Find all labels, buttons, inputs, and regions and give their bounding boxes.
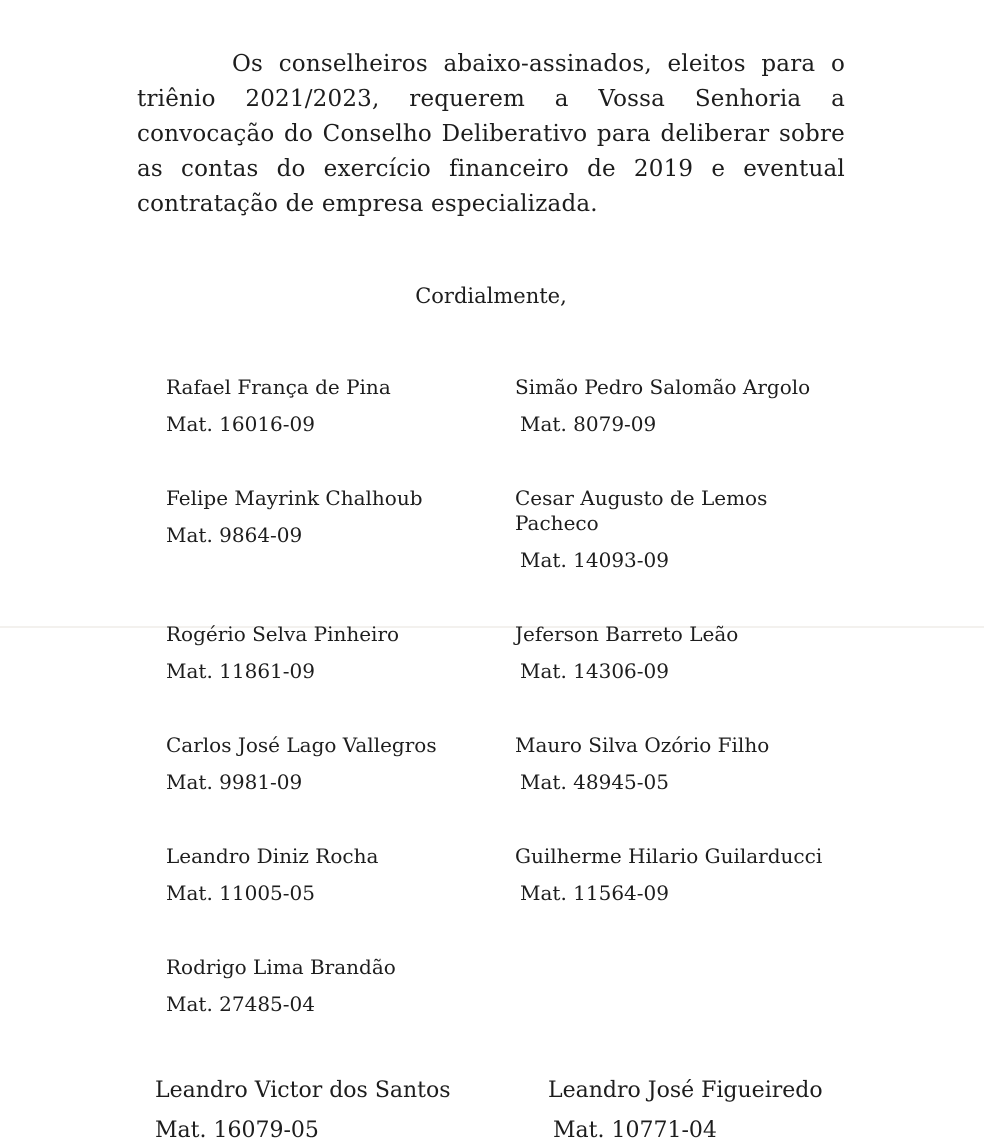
signatory-name: Mauro Silva Ozório Filho	[515, 733, 770, 757]
signature-row	[166, 733, 845, 795]
signature-block	[515, 622, 845, 684]
signatory-name: Rafael França de Pina	[166, 375, 391, 399]
signatory-matricula: Mat. 16079-05	[155, 1118, 319, 1143]
signatory-name: Jeferson Barreto Leão	[515, 622, 739, 646]
signature-row	[166, 375, 845, 437]
signatory-matricula: Mat. 11564-09	[520, 881, 669, 905]
signature-block	[515, 844, 845, 906]
signature-block	[166, 622, 515, 684]
signatory-matricula: Mat. 27485-04	[166, 992, 315, 1016]
signatory-name: Rodrigo Lima Brandão	[166, 955, 396, 979]
signature-block	[166, 375, 515, 437]
final-signature-row	[155, 1077, 845, 1144]
signature-row	[166, 486, 845, 573]
signature-block	[166, 486, 515, 573]
signatory-name: Leandro Diniz Rocha	[166, 844, 379, 868]
signatory-name: Leandro José Figueiredo	[548, 1078, 823, 1103]
signature-block	[515, 375, 845, 437]
signature-block	[515, 486, 845, 573]
signatory-matricula: Mat. 8079-09	[520, 412, 657, 436]
signature-block	[515, 733, 845, 795]
signatory-matricula: Mat. 48945-05	[520, 770, 669, 794]
signature-block	[166, 844, 515, 906]
signatory-matricula: Mat. 16016-09	[166, 412, 315, 436]
signature-row	[166, 955, 845, 1017]
signature-row	[166, 622, 845, 684]
request-paragraph: Os conselheiros abaixo-assinados, eleitos para o triênio 2021/2023, requerem a Vossa Senhoria a convocação do Conselho Deliberativo para deliberar sobre as contas do exercício financeiro de 2019 e eventual contratação de empresa especializada.	[137, 51, 845, 217]
signature-list	[166, 375, 845, 1017]
signature-block	[155, 1077, 548, 1144]
signatory-name: Felipe Mayrink Chalhoub	[166, 486, 423, 510]
signature-row	[166, 844, 845, 906]
signatory-matricula: Mat. 9864-09	[166, 523, 303, 547]
signatory-name: Carlos José Lago Vallegros	[166, 733, 437, 757]
signatory-matricula: Mat. 10771-04	[553, 1118, 717, 1143]
signatory-name: Guilherme Hilario Guilarducci	[515, 844, 823, 868]
signatory-name: Rogério Selva Pinheiro	[166, 622, 400, 646]
signature-block	[166, 733, 515, 795]
signatory-matricula: Mat. 14093-09	[520, 548, 669, 572]
signature-block	[548, 1077, 845, 1144]
signatory-matricula: Mat. 11005-05	[166, 881, 315, 905]
signatory-matricula: Mat. 9981-09	[166, 770, 303, 794]
signatory-matricula: Mat. 11861-09	[166, 659, 315, 683]
signatory-matricula: Mat. 14306-09	[520, 659, 669, 683]
signatory-name: Leandro Victor dos Santos	[155, 1078, 451, 1103]
closing-salutation: Cordialmente,	[415, 284, 567, 308]
signature-block	[515, 955, 845, 1017]
signatory-name: Simão Pedro Salomão Argolo	[515, 375, 811, 399]
signature-block	[166, 955, 515, 1017]
signatory-name: Cesar Augusto de Lemos Pacheco	[515, 486, 768, 535]
